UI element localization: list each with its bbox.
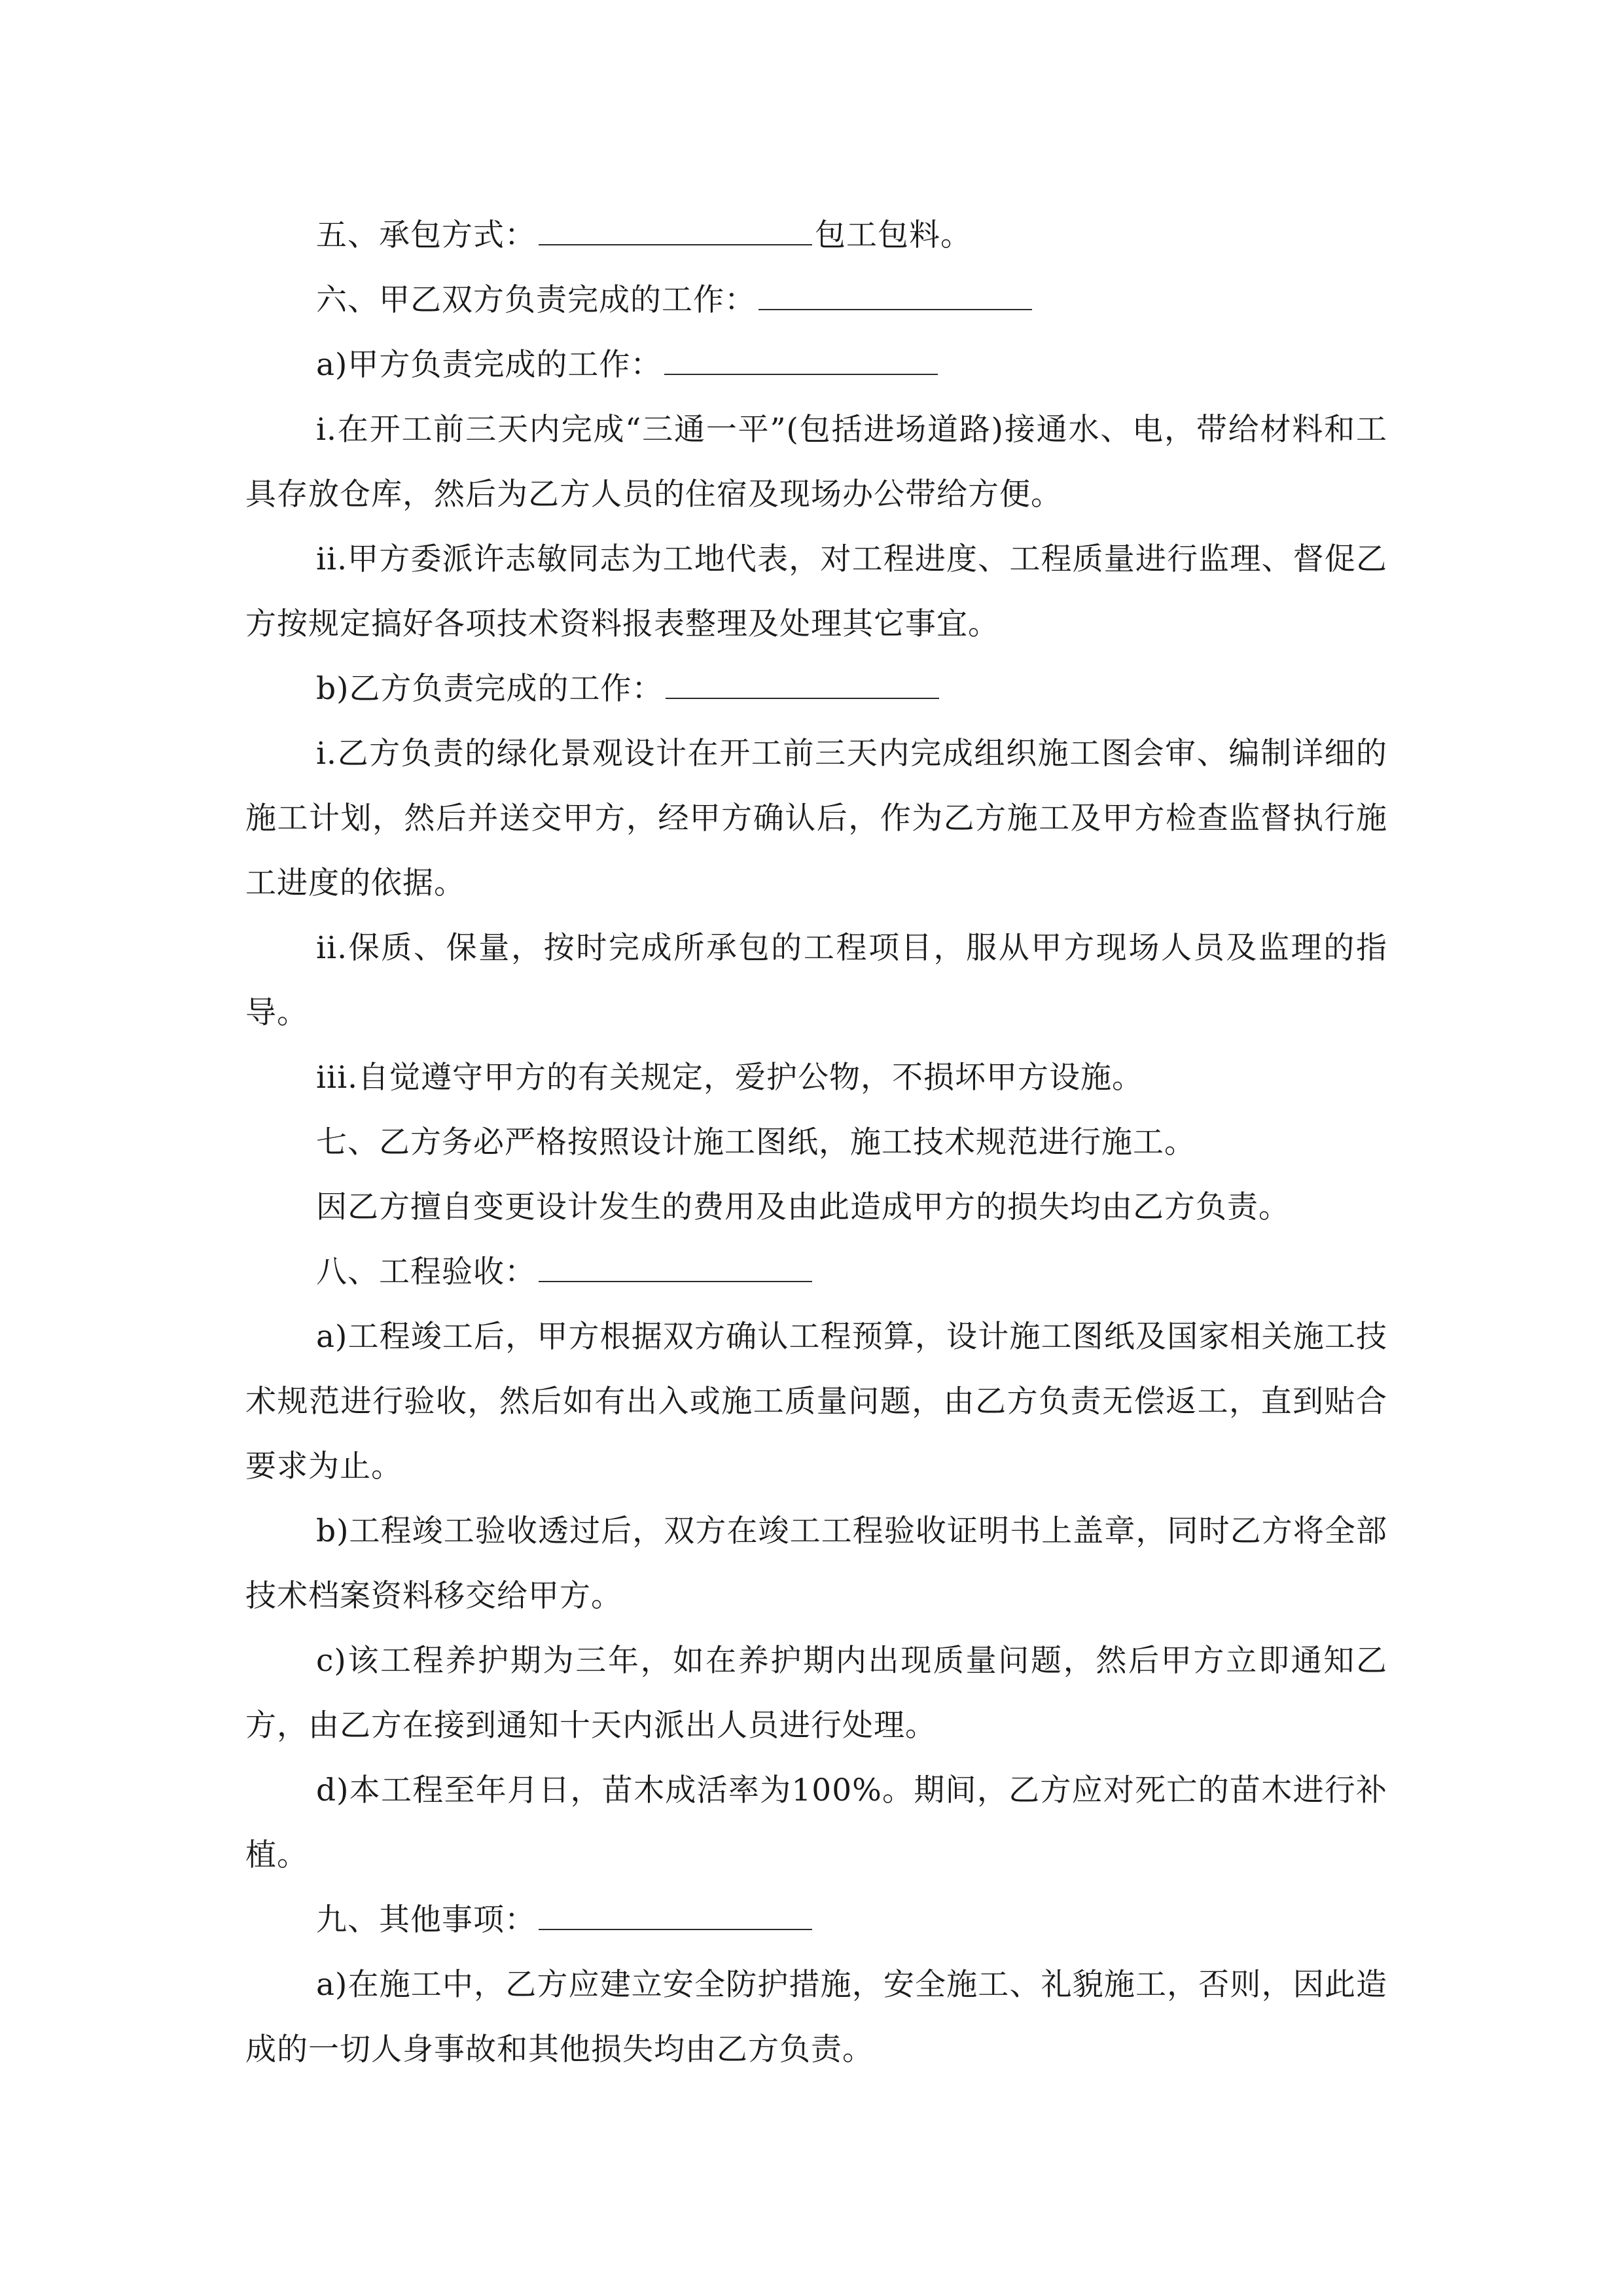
clause-8a: a)工程竣工后，甲方根据双方确认工程预算，设计施工图纸及国家相关施工技术规范进行验收，然后如有出入或施工质量问题，由乙方负责无偿返工，直到贴合要求为止。 — [245, 1319, 1387, 1484]
clause-6a-party-a-work: a)甲方负责完成的工作： — [245, 332, 1387, 397]
clause-8-acceptance: 八、工程验收： — [245, 1240, 1387, 1304]
clause-9a: a)在施工中，乙方应建立安全防护措施，安全施工、礼貌施工，否则，因此造成的一切人身事故和其他损失均由乙方负责。 — [245, 1967, 1387, 2068]
clause-8b: b)工程竣工验收透过后，双方在竣工工程验收证明书上盖章，同时乙方将全部技术档案资料移交给甲方。 — [245, 1513, 1387, 1614]
clause-6b-iii: iii.自觉遵守甲方的有关规定，爱护公物，不损坏甲方设施。 — [316, 1060, 1144, 1096]
blank-line — [539, 1252, 812, 1282]
clause-6a-ii: ii.甲方委派许志敏同志为工地代表，对工程进度、工程质量进行监理、督促乙方按规定搞好各项技术资料报表整理及处理其它事宜。 — [245, 541, 1387, 642]
blank-line — [539, 215, 812, 245]
clause-8c: c)该工程养护期为三年，如在养护期内出现质量问题，然后甲方立即通知乙方，由乙方在接到通知十天内派出人员进行处理。 — [245, 1643, 1387, 1744]
contract-body — [245, 203, 1387, 2082]
blank-line — [664, 345, 938, 375]
clause-6b-ii: ii.保质、保量，按时完成所承包的工程项目，服从甲方现场人员及监理的指导。 — [245, 930, 1387, 1031]
clause-5-contract-method: 五、承包方式： 包工包料。 — [245, 203, 1387, 268]
blank-line — [758, 280, 1032, 310]
clause-7-liability: 因乙方擅自变更设计发生的费用及由此造成甲方的损失均由乙方负责。 — [316, 1189, 1290, 1225]
clause-7-construction-standards: 七、乙方务必严格按照设计施工图纸，施工技术规范进行施工。 — [316, 1124, 1196, 1160]
clause-8d: d)本工程至年月日，苗木成活率为100%。期间，乙方应对死亡的苗木进行补植。 — [245, 1772, 1387, 1873]
blank-line — [539, 1900, 812, 1930]
blank-line — [666, 669, 939, 699]
clause-6a-i: i.在开工前三天内完成“三通一平”(包括进场道路)接通水、电，带给材料和工具存放仓库，然后为乙方人员的住宿及现场办公带给方便。 — [245, 412, 1387, 512]
clause-6b-party-b-work: b)乙方负责完成的工作： — [245, 656, 1387, 721]
clause-6-responsibilities: 六、甲乙双方负责完成的工作： — [245, 268, 1387, 332]
clause-9-other-matters: 九、其他事项： — [245, 1888, 1387, 1952]
clause-6b-i: i.乙方负责的绿化景观设计在开工前三天内完成组织施工图会审、编制详细的施工计划，然后并送交甲方，经甲方确认后，作为乙方施工及甲方检查监督执行施工进度的依据。 — [245, 736, 1387, 901]
